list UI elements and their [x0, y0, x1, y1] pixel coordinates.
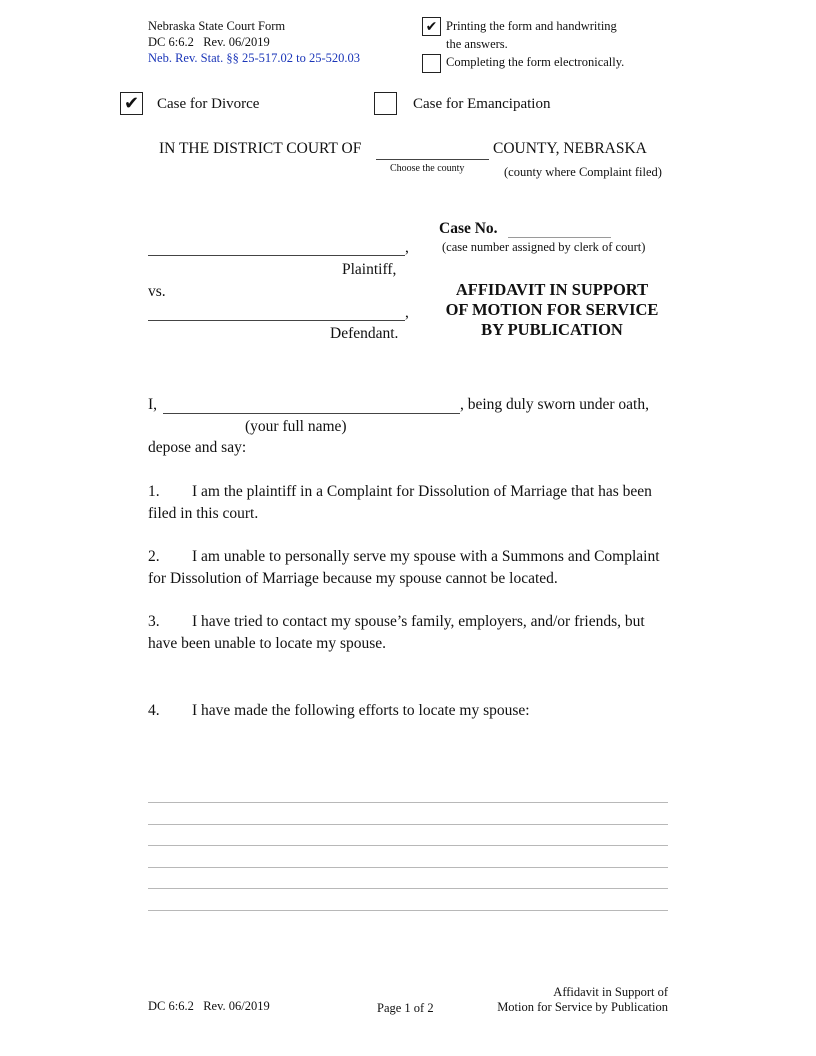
statement-4 [148, 700, 668, 722]
title-line-3: BY PUBLICATION [481, 320, 623, 339]
statement-number: 4. [148, 702, 160, 719]
footer-code: DC 6:6.2 [148, 999, 194, 1013]
efforts-line[interactable] [148, 824, 668, 825]
efforts-line[interactable] [148, 910, 668, 911]
defendant-label: Defendant. [330, 325, 399, 342]
efforts-line[interactable] [148, 867, 668, 868]
footer-form-code [148, 998, 270, 1014]
electronic-label: Completing the form electronically. [446, 55, 625, 69]
page-number: Page 1 of 2 [377, 1001, 434, 1015]
form-revision: Rev. 06/2019 [203, 35, 270, 49]
plaintiff-label: Plaintiff, [342, 261, 397, 278]
county-field[interactable] [376, 140, 489, 160]
statement-text: I am unable to personally serve my spouse with a Summons and Complaint for Dissolution of Marriage because my spouse cannot be located. [148, 548, 660, 587]
defendant-name-field[interactable] [148, 320, 405, 321]
statement-1 [148, 481, 668, 524]
statement-number: 3. [148, 613, 160, 630]
county-placeholder: Choose the county [390, 163, 465, 174]
county-note: (county where Complaint filed) [504, 165, 662, 179]
statement-text: I am the plaintiff in a Complaint for Dissolution of Marriage that has been filed in this court. [148, 483, 652, 522]
printing-label-cont: the answers. [446, 37, 508, 51]
emancipation-label: Case for Emancipation [413, 96, 551, 112]
divorce-label: Case for Divorce [157, 96, 260, 112]
form-code: DC 6:6.2 [148, 35, 194, 49]
title-line-1: AFFIDAVIT IN SUPPORT [455, 280, 649, 299]
case-number-field[interactable] [508, 222, 611, 238]
plaintiff-name-field[interactable] [148, 255, 405, 256]
statement-number: 2. [148, 548, 160, 565]
footer-revision: Rev. 06/2019 [203, 999, 270, 1013]
statement-3 [148, 611, 668, 654]
form-code-header [148, 34, 270, 50]
document-title [432, 280, 672, 340]
statement-2 [148, 546, 668, 589]
depose-text: depose and say: [148, 439, 247, 456]
affiant-name-field[interactable] [163, 396, 460, 414]
emancipation-checkbox[interactable] [374, 92, 397, 115]
court-suffix: COUNTY, NEBRASKA [493, 140, 647, 157]
check-mark-icon: ✔ [425, 18, 438, 35]
footer-title-2: Motion for Service by Publication [497, 1000, 668, 1014]
printing-checkbox[interactable] [422, 17, 441, 36]
versus-label: vs. [148, 283, 166, 300]
court-prefix: IN THE DISTRICT COURT OF [159, 140, 362, 157]
affiant-name-note: (your full name) [245, 418, 347, 435]
electronic-checkbox[interactable] [422, 54, 441, 73]
form-name: Nebraska State Court Form [148, 19, 286, 33]
efforts-line[interactable] [148, 888, 668, 889]
plaintiff-comma: , [405, 239, 409, 256]
statement-text: I have made the following efforts to locate my spouse: [192, 702, 530, 719]
defendant-comma: , [405, 304, 409, 321]
statement-number: 1. [148, 483, 160, 500]
efforts-line[interactable] [148, 802, 668, 803]
printing-label: Printing the form and handwriting [446, 19, 617, 33]
case-number-label: Case No. [439, 220, 498, 237]
statement-text: I have tried to contact my spouse’s family, employers, and/or friends, but have been unable to locate my spouse. [148, 613, 645, 652]
affiant-suffix: , being duly sworn under oath, [460, 396, 649, 413]
title-line-2: OF MOTION FOR SERVICE [445, 300, 659, 319]
statute-link[interactable]: Neb. Rev. Stat. §§ 25-517.02 to 25-520.03 [148, 51, 361, 65]
footer-title-1: Affidavit in Support of [553, 985, 668, 999]
affiant-prefix: I, [148, 396, 158, 413]
case-number-note: (case number assigned by clerk of court) [442, 240, 646, 254]
divorce-checkbox[interactable] [120, 92, 143, 115]
efforts-line[interactable] [148, 845, 668, 846]
check-mark-icon: ✔ [123, 93, 140, 114]
